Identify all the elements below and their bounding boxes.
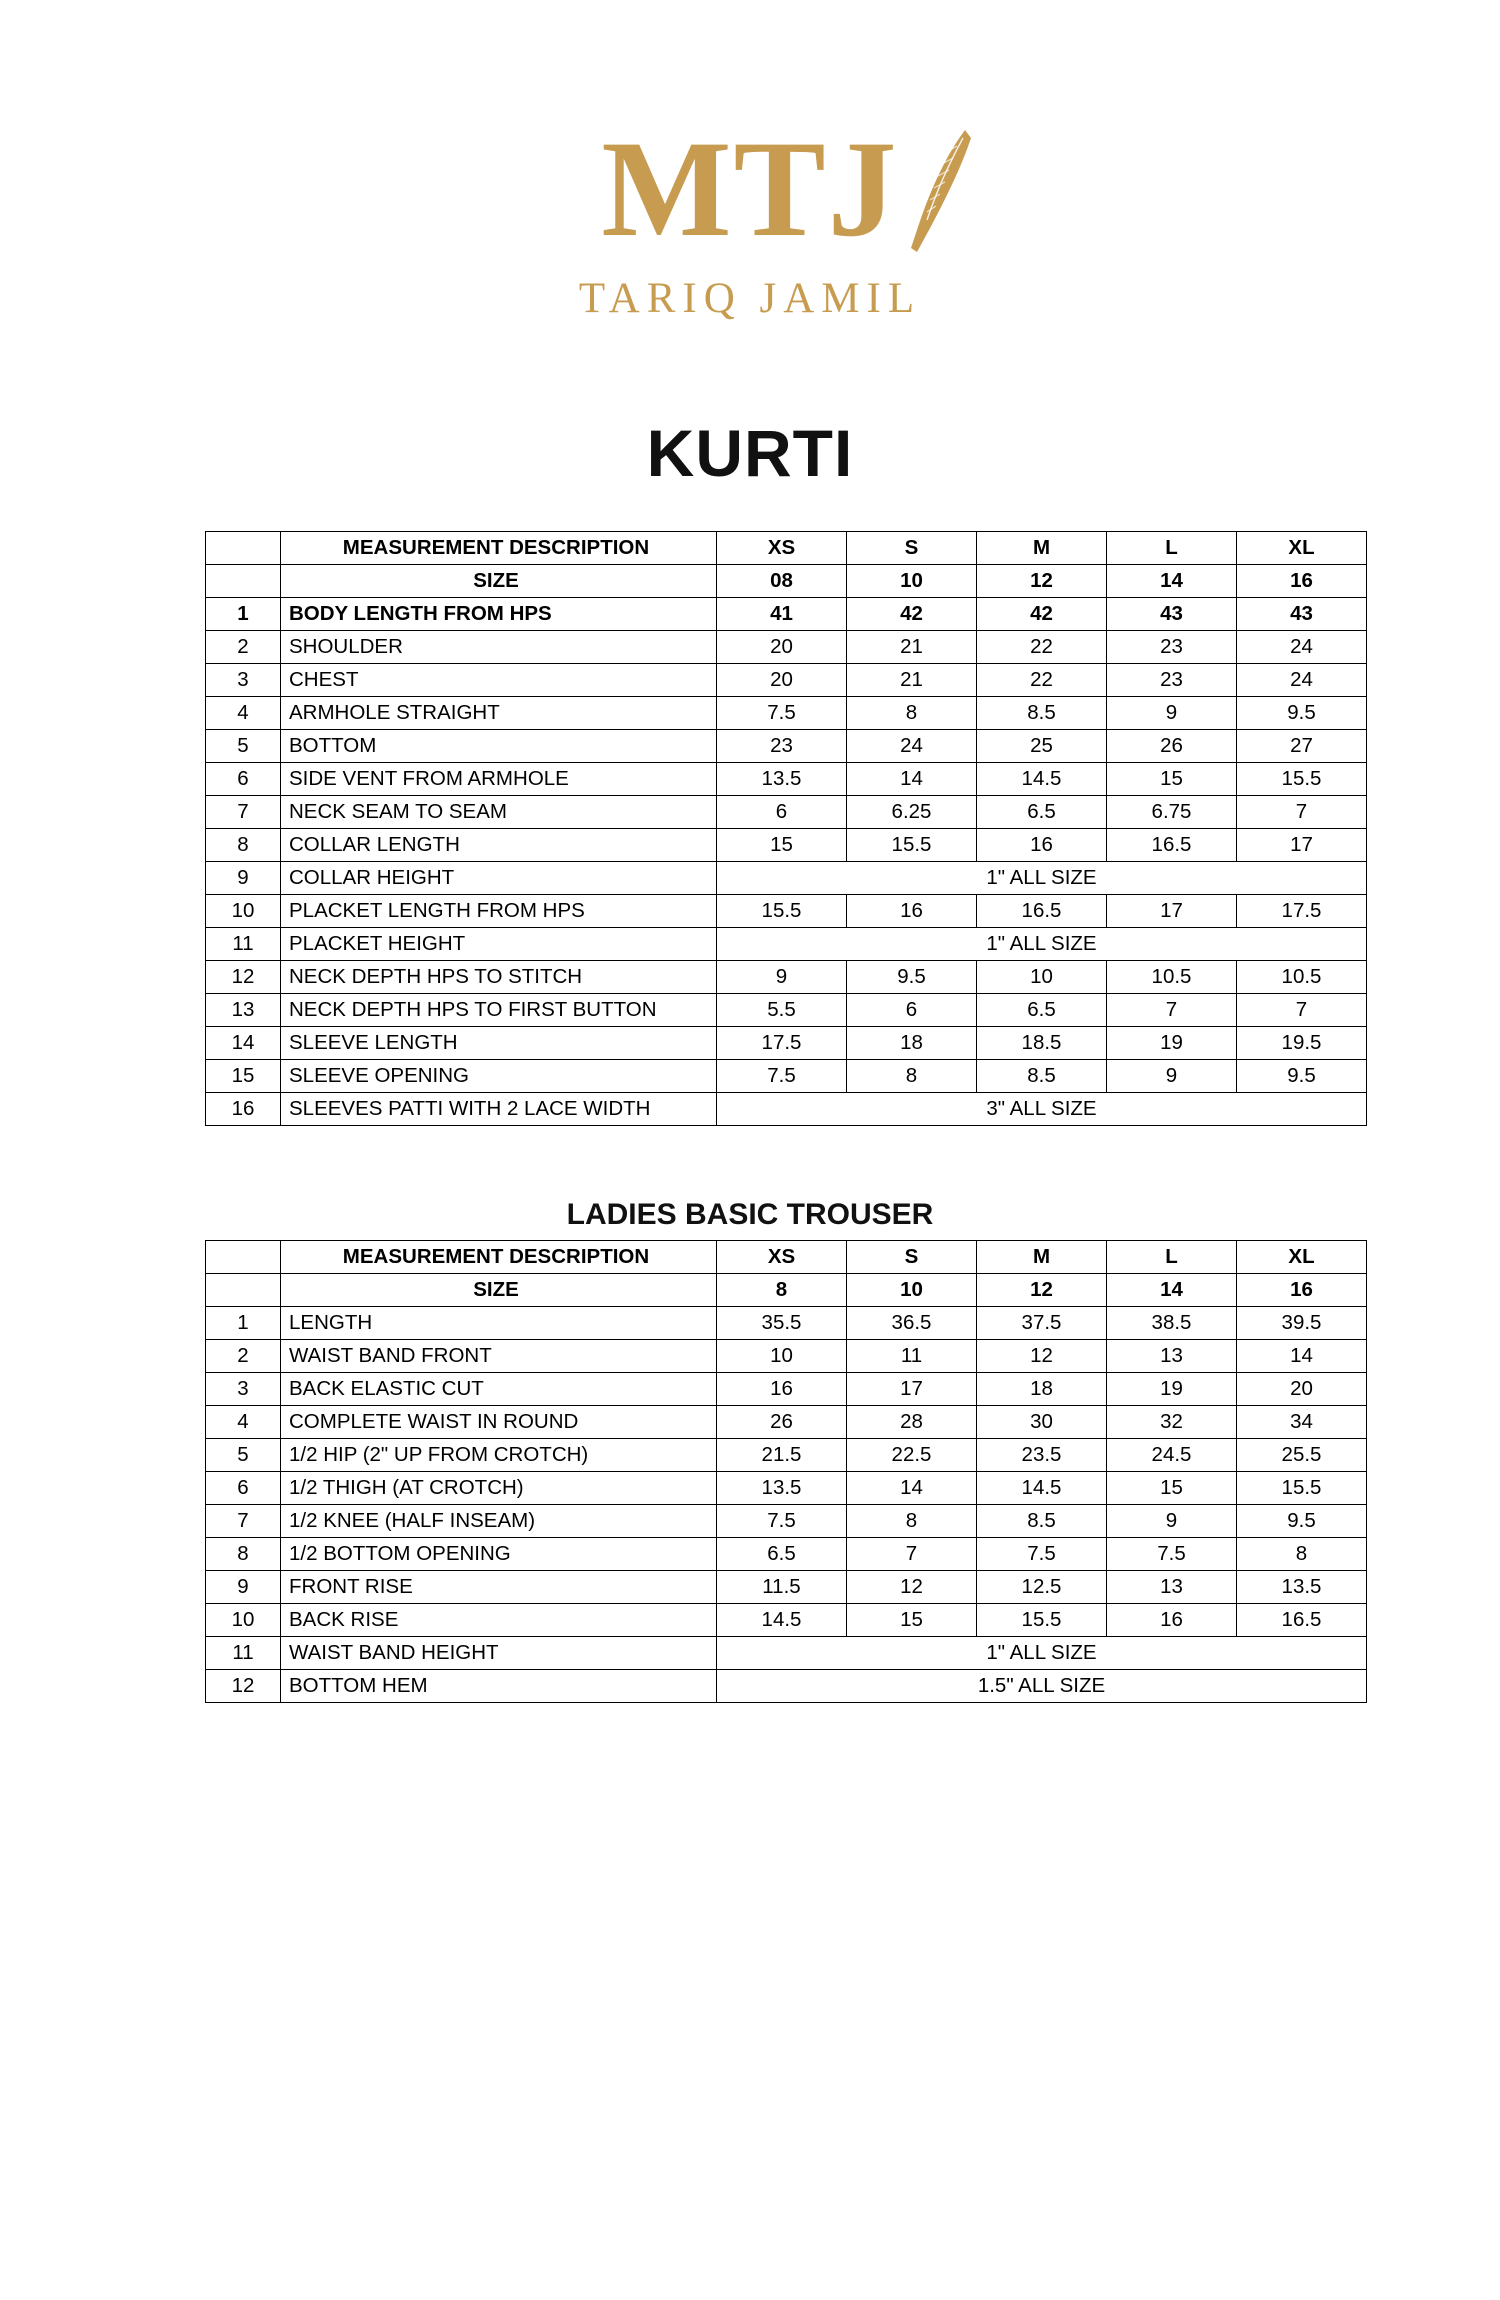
row-index: 2 xyxy=(206,1340,281,1373)
row-value-l: 13 xyxy=(1107,1340,1237,1373)
row-value-s: 17 xyxy=(847,1373,977,1406)
row-value-s: 7 xyxy=(847,1538,977,1571)
row-value-xl: 9.5 xyxy=(1237,697,1367,730)
row-index: 9 xyxy=(206,1571,281,1604)
size-value-xs: 8 xyxy=(717,1274,847,1307)
row-description: NECK DEPTH HPS TO FIRST BUTTON xyxy=(281,994,717,1027)
page-title: KURTI xyxy=(646,416,854,490)
row-value-l: 24.5 xyxy=(1107,1439,1237,1472)
header-size-m: M xyxy=(977,1241,1107,1274)
row-index: 8 xyxy=(206,829,281,862)
row-value-xl: 27 xyxy=(1237,730,1367,763)
row-description: WAIST BAND FRONT xyxy=(281,1340,717,1373)
row-index: 7 xyxy=(206,796,281,829)
row-value-xl: 17.5 xyxy=(1237,895,1367,928)
row-value-s: 21 xyxy=(847,631,977,664)
row-value-l: 7 xyxy=(1107,994,1237,1027)
row-value-xs: 14.5 xyxy=(717,1604,847,1637)
table-row xyxy=(206,928,1367,961)
row-value-s: 15 xyxy=(847,1604,977,1637)
row-value-l: 9 xyxy=(1107,1505,1237,1538)
header-size-xs: XS xyxy=(717,1241,847,1274)
row-description: BODY LENGTH FROM HPS xyxy=(281,598,717,631)
header-description-cell: MEASUREMENT DESCRIPTION xyxy=(281,1241,717,1274)
row-index: 1 xyxy=(206,1307,281,1340)
size-row-index-cell xyxy=(206,565,281,598)
table-row xyxy=(206,1472,1367,1505)
row-value-s: 11 xyxy=(847,1340,977,1373)
row-value-s: 6 xyxy=(847,994,977,1027)
size-number-row xyxy=(206,565,1367,598)
row-description: SIDE VENT FROM ARMHOLE xyxy=(281,763,717,796)
row-description: 1/2 HIP (2" UP FROM CROTCH) xyxy=(281,1439,717,1472)
row-value-xl: 17 xyxy=(1237,829,1367,862)
row-value-m: 8.5 xyxy=(977,1505,1107,1538)
size-value-xs: 08 xyxy=(717,565,847,598)
table-row xyxy=(206,1373,1367,1406)
row-description: BOTTOM HEM xyxy=(281,1670,717,1703)
row-value-m: 8.5 xyxy=(977,1060,1107,1093)
table-row xyxy=(206,829,1367,862)
size-value-m: 12 xyxy=(977,565,1107,598)
row-index: 12 xyxy=(206,1670,281,1703)
row-value-s: 42 xyxy=(847,598,977,631)
row-value-s: 14 xyxy=(847,1472,977,1505)
header-size-m: M xyxy=(977,532,1107,565)
table-row xyxy=(206,631,1367,664)
row-value-xs: 10 xyxy=(717,1340,847,1373)
kurti-table-body xyxy=(206,532,1367,1126)
row-value-xs: 16 xyxy=(717,1373,847,1406)
table-header-row xyxy=(206,1241,1367,1274)
row-value-l: 13 xyxy=(1107,1571,1237,1604)
row-value-xl: 24 xyxy=(1237,664,1367,697)
size-row-index-cell xyxy=(206,1274,281,1307)
row-value-xl: 7 xyxy=(1237,994,1367,1027)
row-value-s: 15.5 xyxy=(847,829,977,862)
row-value-l: 16 xyxy=(1107,1604,1237,1637)
row-value-m: 12.5 xyxy=(977,1571,1107,1604)
row-description: LENGTH xyxy=(281,1307,717,1340)
size-value-xl: 16 xyxy=(1237,565,1367,598)
row-value-xl: 7 xyxy=(1237,796,1367,829)
row-description: COLLAR LENGTH xyxy=(281,829,717,862)
row-value-xs: 15 xyxy=(717,829,847,862)
row-value-xs: 13.5 xyxy=(717,763,847,796)
row-description: BOTTOM xyxy=(281,730,717,763)
row-value-xs: 23 xyxy=(717,730,847,763)
size-row-label: SIZE xyxy=(281,565,717,598)
row-value-xs: 17.5 xyxy=(717,1027,847,1060)
table-row xyxy=(206,961,1367,994)
trouser-table-wrap xyxy=(205,1240,1322,1703)
row-value-xl: 34 xyxy=(1237,1406,1367,1439)
kurti-table-wrap xyxy=(205,531,1322,1126)
row-value-m: 6.5 xyxy=(977,796,1107,829)
row-value-s: 8 xyxy=(847,1505,977,1538)
row-value-m: 18.5 xyxy=(977,1027,1107,1060)
row-value-xl: 15.5 xyxy=(1237,763,1367,796)
table-row xyxy=(206,796,1367,829)
row-value-xl: 9.5 xyxy=(1237,1505,1367,1538)
row-index: 6 xyxy=(206,763,281,796)
row-value-xs: 7.5 xyxy=(717,1505,847,1538)
row-value-l: 16.5 xyxy=(1107,829,1237,862)
row-merged-value: 1" ALL SIZE xyxy=(717,862,1367,895)
row-value-s: 24 xyxy=(847,730,977,763)
table-row xyxy=(206,598,1367,631)
row-index: 1 xyxy=(206,598,281,631)
row-index: 5 xyxy=(206,730,281,763)
row-value-l: 38.5 xyxy=(1107,1307,1237,1340)
table-row xyxy=(206,697,1367,730)
feather-icon xyxy=(907,126,977,256)
row-index: 16 xyxy=(206,1093,281,1126)
row-value-l: 15 xyxy=(1107,763,1237,796)
row-value-m: 18 xyxy=(977,1373,1107,1406)
row-description: COMPLETE WAIST IN ROUND xyxy=(281,1406,717,1439)
row-value-l: 10.5 xyxy=(1107,961,1237,994)
table-row xyxy=(206,1571,1367,1604)
row-description: NECK DEPTH HPS TO STITCH xyxy=(281,961,717,994)
row-value-l: 43 xyxy=(1107,598,1237,631)
table-row xyxy=(206,763,1367,796)
trouser-table-body xyxy=(206,1241,1367,1703)
row-description: PLACKET HEIGHT xyxy=(281,928,717,961)
row-description: 1/2 THIGH (AT CROTCH) xyxy=(281,1472,717,1505)
row-value-xs: 21.5 xyxy=(717,1439,847,1472)
row-value-m: 37.5 xyxy=(977,1307,1107,1340)
header-index-cell xyxy=(206,1241,281,1274)
row-value-m: 7.5 xyxy=(977,1538,1107,1571)
row-value-xs: 15.5 xyxy=(717,895,847,928)
logo-mark xyxy=(601,112,899,265)
header-size-l: L xyxy=(1107,1241,1237,1274)
header-size-s: S xyxy=(847,1241,977,1274)
row-value-l: 7.5 xyxy=(1107,1538,1237,1571)
table-row xyxy=(206,994,1367,1027)
row-value-xs: 41 xyxy=(717,598,847,631)
row-value-s: 14 xyxy=(847,763,977,796)
row-index: 10 xyxy=(206,1604,281,1637)
row-description: CHEST xyxy=(281,664,717,697)
row-value-s: 22.5 xyxy=(847,1439,977,1472)
row-description: COLLAR HEIGHT xyxy=(281,862,717,895)
row-index: 11 xyxy=(206,1637,281,1670)
row-value-l: 23 xyxy=(1107,631,1237,664)
row-description: SHOULDER xyxy=(281,631,717,664)
size-value-s: 10 xyxy=(847,565,977,598)
row-value-s: 21 xyxy=(847,664,977,697)
row-value-m: 22 xyxy=(977,664,1107,697)
row-index: 8 xyxy=(206,1538,281,1571)
row-description: SLEEVE OPENING xyxy=(281,1060,717,1093)
table-row xyxy=(206,664,1367,697)
size-row-label: SIZE xyxy=(281,1274,717,1307)
row-value-l: 32 xyxy=(1107,1406,1237,1439)
row-value-l: 9 xyxy=(1107,697,1237,730)
row-merged-value: 1" ALL SIZE xyxy=(717,928,1367,961)
table-row xyxy=(206,895,1367,928)
row-description: 1/2 KNEE (HALF INSEAM) xyxy=(281,1505,717,1538)
trouser-section xyxy=(0,1198,1500,1703)
row-value-l: 19 xyxy=(1107,1027,1237,1060)
row-merged-value: 1.5" ALL SIZE xyxy=(717,1670,1367,1703)
row-value-xs: 13.5 xyxy=(717,1472,847,1505)
row-description: FRONT RISE xyxy=(281,1571,717,1604)
row-value-xl: 13.5 xyxy=(1237,1571,1367,1604)
row-value-s: 28 xyxy=(847,1406,977,1439)
row-index: 7 xyxy=(206,1505,281,1538)
row-index: 2 xyxy=(206,631,281,664)
row-value-s: 8 xyxy=(847,697,977,730)
row-value-m: 16 xyxy=(977,829,1107,862)
header-size-xs: XS xyxy=(717,532,847,565)
header-index-cell xyxy=(206,532,281,565)
row-index: 14 xyxy=(206,1027,281,1060)
row-value-s: 18 xyxy=(847,1027,977,1060)
row-index: 4 xyxy=(206,1406,281,1439)
row-value-s: 16 xyxy=(847,895,977,928)
row-index: 6 xyxy=(206,1472,281,1505)
header-size-s: S xyxy=(847,532,977,565)
row-value-m: 6.5 xyxy=(977,994,1107,1027)
table-row xyxy=(206,1538,1367,1571)
row-description: 1/2 BOTTOM OPENING xyxy=(281,1538,717,1571)
row-value-xs: 35.5 xyxy=(717,1307,847,1340)
row-index: 12 xyxy=(206,961,281,994)
row-index: 11 xyxy=(206,928,281,961)
row-value-l: 9 xyxy=(1107,1060,1237,1093)
size-number-row xyxy=(206,1274,1367,1307)
row-value-xs: 20 xyxy=(717,664,847,697)
table-row xyxy=(206,1027,1367,1060)
row-index: 5 xyxy=(206,1439,281,1472)
table-row xyxy=(206,1637,1367,1670)
row-value-xs: 7.5 xyxy=(717,697,847,730)
table-header-row xyxy=(206,532,1367,565)
row-merged-value: 1" ALL SIZE xyxy=(717,1637,1367,1670)
row-value-xl: 19.5 xyxy=(1237,1027,1367,1060)
row-description: ARMHOLE STRAIGHT xyxy=(281,697,717,730)
table-row xyxy=(206,1307,1367,1340)
size-value-m: 12 xyxy=(977,1274,1107,1307)
row-value-m: 25 xyxy=(977,730,1107,763)
brand-logo xyxy=(0,0,1500,323)
row-index: 10 xyxy=(206,895,281,928)
row-description: SLEEVE LENGTH xyxy=(281,1027,717,1060)
row-value-l: 6.75 xyxy=(1107,796,1237,829)
kurti-measurement-table xyxy=(205,531,1367,1126)
row-value-m: 10 xyxy=(977,961,1107,994)
row-value-xs: 6 xyxy=(717,796,847,829)
table-row xyxy=(206,1406,1367,1439)
row-merged-value: 3" ALL SIZE xyxy=(717,1093,1367,1126)
row-index: 15 xyxy=(206,1060,281,1093)
row-value-xs: 11.5 xyxy=(717,1571,847,1604)
row-value-s: 36.5 xyxy=(847,1307,977,1340)
logo-subtitle: TARIQ JAMIL xyxy=(578,275,922,322)
table-row xyxy=(206,1439,1367,1472)
table-row xyxy=(206,1060,1367,1093)
row-value-s: 9.5 xyxy=(847,961,977,994)
logo-letters: MTJ xyxy=(601,112,899,265)
row-description: NECK SEAM TO SEAM xyxy=(281,796,717,829)
row-value-xl: 16.5 xyxy=(1237,1604,1367,1637)
row-value-m: 42 xyxy=(977,598,1107,631)
row-value-l: 19 xyxy=(1107,1373,1237,1406)
row-index: 3 xyxy=(206,1373,281,1406)
row-description: BACK ELASTIC CUT xyxy=(281,1373,717,1406)
row-value-xl: 39.5 xyxy=(1237,1307,1367,1340)
row-index: 9 xyxy=(206,862,281,895)
row-value-s: 8 xyxy=(847,1060,977,1093)
row-index: 3 xyxy=(206,664,281,697)
table-row xyxy=(206,1604,1367,1637)
row-value-xl: 8 xyxy=(1237,1538,1367,1571)
row-description: SLEEVES PATTI WITH 2 LACE WIDTH xyxy=(281,1093,717,1126)
row-index: 4 xyxy=(206,697,281,730)
header-size-xl: XL xyxy=(1237,532,1367,565)
row-value-xl: 20 xyxy=(1237,1373,1367,1406)
row-value-s: 12 xyxy=(847,1571,977,1604)
row-index: 13 xyxy=(206,994,281,1027)
row-value-l: 23 xyxy=(1107,664,1237,697)
row-value-xl: 43 xyxy=(1237,598,1367,631)
size-value-l: 14 xyxy=(1107,565,1237,598)
row-value-xl: 14 xyxy=(1237,1340,1367,1373)
row-value-xs: 5.5 xyxy=(717,994,847,1027)
table-row xyxy=(206,1505,1367,1538)
row-value-m: 12 xyxy=(977,1340,1107,1373)
table-row xyxy=(206,862,1367,895)
row-value-l: 15 xyxy=(1107,1472,1237,1505)
table-row xyxy=(206,730,1367,763)
table-row xyxy=(206,1093,1367,1126)
row-value-m: 15.5 xyxy=(977,1604,1107,1637)
row-description: PLACKET LENGTH FROM HPS xyxy=(281,895,717,928)
row-description: WAIST BAND HEIGHT xyxy=(281,1637,717,1670)
size-value-l: 14 xyxy=(1107,1274,1237,1307)
table-row xyxy=(206,1340,1367,1373)
table-row xyxy=(206,1670,1367,1703)
row-value-xl: 9.5 xyxy=(1237,1060,1367,1093)
row-value-m: 22 xyxy=(977,631,1107,664)
header-description-cell: MEASUREMENT DESCRIPTION xyxy=(281,532,717,565)
size-value-s: 10 xyxy=(847,1274,977,1307)
row-value-s: 6.25 xyxy=(847,796,977,829)
row-description: BACK RISE xyxy=(281,1604,717,1637)
row-value-m: 14.5 xyxy=(977,763,1107,796)
row-value-xl: 25.5 xyxy=(1237,1439,1367,1472)
row-value-m: 23.5 xyxy=(977,1439,1107,1472)
row-value-m: 8.5 xyxy=(977,697,1107,730)
row-value-xs: 7.5 xyxy=(717,1060,847,1093)
trouser-measurement-table xyxy=(205,1240,1367,1703)
row-value-xs: 20 xyxy=(717,631,847,664)
row-value-m: 14.5 xyxy=(977,1472,1107,1505)
row-value-l: 17 xyxy=(1107,895,1237,928)
row-value-xl: 10.5 xyxy=(1237,961,1367,994)
row-value-xs: 6.5 xyxy=(717,1538,847,1571)
row-value-xl: 15.5 xyxy=(1237,1472,1367,1505)
row-value-m: 30 xyxy=(977,1406,1107,1439)
row-value-l: 26 xyxy=(1107,730,1237,763)
header-size-l: L xyxy=(1107,532,1237,565)
trouser-section-title: LADIES BASIC TROUSER xyxy=(566,1198,934,1231)
row-value-xs: 26 xyxy=(717,1406,847,1439)
size-value-xl: 16 xyxy=(1237,1274,1367,1307)
row-value-xs: 9 xyxy=(717,961,847,994)
row-value-xl: 24 xyxy=(1237,631,1367,664)
row-value-m: 16.5 xyxy=(977,895,1107,928)
header-size-xl: XL xyxy=(1237,1241,1367,1274)
